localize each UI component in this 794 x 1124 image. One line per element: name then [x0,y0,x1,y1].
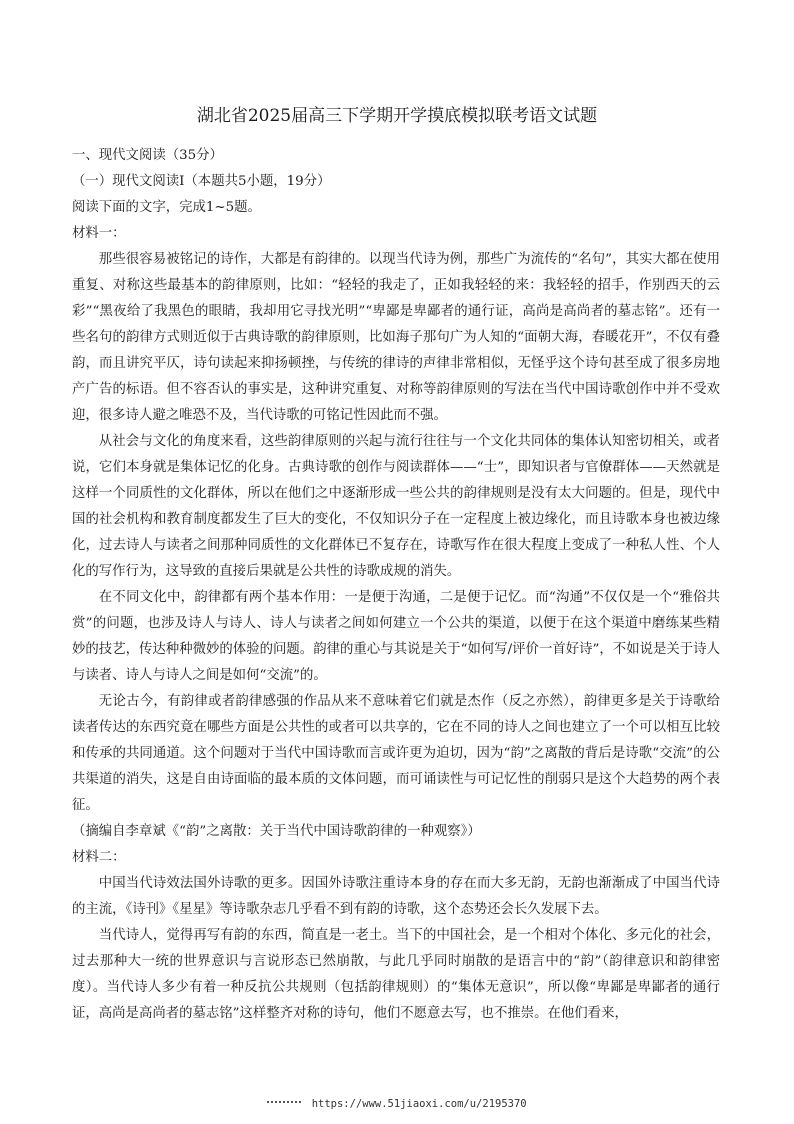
material1-paragraph: 在不同文化中，韵律都有两个基本作用：一是便于沟通，二是便于记忆。而“沟通”不仅仅是一个“雅俗共赏”的问题，也涉及诗人与诗人、诗人与读者之间如何建立一个公共的渠道，以便于在这个渠道中磨练某些精妙的技艺，传达种种微妙的体验的问题。韵律的重心与其说是关于“如何写/评价一首好诗”，不如说是关于诗人与读者、诗人与诗人之间是如何“交流”的。 [72,590,720,683]
page-title: 湖北省2025届高三下学期开学摸底模拟联考语文试题 [196,106,598,126]
page-footer [0,1098,794,1110]
material1-paragraph: 那些很容易被铭记的诗作，大都是有韵律的。以现当代诗为例，那些广为流传的“名句”，其实大都在使用重复、对称这些最基本的韵律原则，比如：“轻轻的我走了，正如我轻轻的来：我轻轻的招手，作别西天的云彩”“黑夜给了我黑色的眼睛，我却用它寻找光明”“卑鄙是卑鄙者的通行证，高尚是高尚者的墓志铭”。还有一些名句的韵律方式则近似于古典诗歌的韵律原则，比如海子那句广为人知的“面朝大海，春暖花开”，不仅有叠韵，而且讲究平仄，诗句读起来抑扬顿挫，与传统的律诗的声律非常相似，无怪乎这个诗句甚至成了很多房地产广告的标语。但不容否认的事实是，这种讲究重复、对称等韵律原则的写法在当代中国诗歌创作中并不受欢迎，很多诗人避之唯恐不及，当代诗歌的可铭记性因此而不强。 [72,252,720,423]
material2-label: 材料二： [72,850,126,865]
footer-mark-icon [267,1101,301,1107]
section-heading: 一、现代文阅读（35分） [72,148,223,163]
material1-label: 材料一： [72,226,126,241]
subsection-heading: （一）现代文阅读Ⅰ（本题共5小题，19分） [72,174,331,189]
material1-paragraph: 从社会与文化的角度来看，这些韵律原则的兴起与流行往往与一个文化共同体的集体认知密切相关，或者说，它们本身就是集体记忆的化身。古典诗歌的创作与阅读群体——“士”，即知识者与官僚群体——天然就是这样一个同质性的文化群体，所以在他们之中逐渐形成一些公共的韵律规则是没有太大问题的。但是，现代中国的社会机构和教育制度都发生了巨大的变化，不仅知识分子在一定程度上被边缘化，而且诗歌本身也被边缘化，过去诗人与读者之间那种同质性的文化群体已不复存在，诗歌写作在很大程度上变成了一种私人性、个人化的写作行为，这导致的直接后果就是公共性的诗歌成规的消失。 [72,434,720,579]
material2-paragraph: 中国当代诗效法国外诗歌的更多。因国外诗歌注重诗本身的存在而大多无韵，无韵也渐渐成了中国当代诗的主流，《诗刊》《星星》等诗歌杂志几乎看不到有韵的诗歌，这个态势还会长久发展下去。 [72,876,720,917]
material1-source: （摘编自李章斌《“韵”之离散：关于当代中国诗歌韵律的一种观察》） [72,824,481,839]
footer-url[interactable]: https://www.51jiaoxi.com/u/2195370 [311,1098,527,1110]
material1-paragraph: 无论古今，有韵律或者韵律感强的作品从来不意味着它们就是杰作（反之亦然），韵律更多是关于诗歌给读者传达的东西究竟在哪些方面是公共性的或者可以共享的，它在不同的诗人之间也建立了一个可以相互比较和传承的共同通道。这个问题对于当代中国诗歌而言或许更为迫切，因为“韵”之离散的背后是诗歌“交流”的公共渠道的消失，这是自由诗面临的最本质的文体问题，而可诵读性与可记忆性的削弱只是这个大趋势的两个表征。 [72,694,720,813]
material2-paragraph: 当代诗人，觉得再写有韵的东西，简直是一老土。当下的中国社会，是一个相对个体化、多元化的社会，过去那种大一统的世界意识与言说形态已然崩散，与此几乎同时崩散的是语言中的“韵”（韵律意识和韵律密度）。当代诗人多少有着一种反抗公共规则（包括韵律规则）的“集体无意识”，所以像“卑鄙是卑鄙者的通行证，高尚是高尚者的墓志铭”这样整齐对称的诗句，他们不愿意去写，也不推崇。在他们看来， [72,928,720,1021]
exam-content [72,143,720,1027]
instruction-text: 阅读下面的文字，完成1~5题。 [72,200,261,215]
